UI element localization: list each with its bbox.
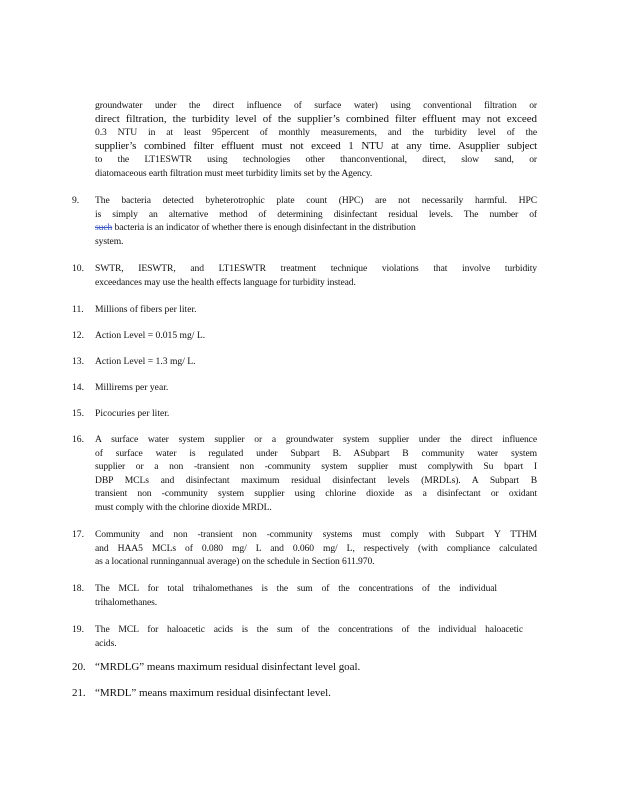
note-number: 21. bbox=[72, 687, 86, 699]
intro-line: 0.3 NTU in at least 95percent of monthly measurements, and the turbidity level of the bbox=[95, 127, 537, 139]
note-line: acids. bbox=[95, 637, 117, 649]
note-18 bbox=[95, 582, 537, 609]
intro-line: diatomaceous earth filtration must meet turbidity limits set by the Agency. bbox=[95, 167, 373, 179]
note-line: A surface water system supplier or a groundwater system supplier under the direct influence bbox=[95, 434, 537, 445]
intro-line: supplier’s combined filter effluent must not exceed 1 NTU at any time. Asupplier subject bbox=[95, 139, 537, 152]
note-number: 9. bbox=[72, 195, 80, 206]
intro-line: to the LT1ESWTR using technologies other thanconventional, direct, slow sand, or bbox=[95, 154, 537, 166]
note-line: and HAA5 MCLs of 0.080 mg/ L and 0.060 mg/ L, respectively (with compliance calculated bbox=[95, 542, 537, 554]
note-line: SWTR, IESWTR, and LT1ESWTR treatment technique violations that involve turbidity bbox=[95, 263, 537, 274]
note-line: as a locational runningannual average) on the schedule in Section 611.970. bbox=[95, 556, 375, 568]
note-number: 18. bbox=[72, 583, 84, 594]
note-15: Picocuries per liter. bbox=[95, 408, 170, 419]
struck-word: such bbox=[95, 222, 113, 234]
note-line: The bacteria detected byheterotrophic plate count (HPC) are not necessarily harmful. HPC bbox=[95, 195, 537, 206]
note-line: of surface water is regulated under Subpart B. ASubpart B community water system bbox=[95, 447, 537, 459]
note-number: 14. bbox=[72, 382, 84, 393]
note-number: 10. bbox=[72, 263, 84, 274]
intro-line: direct filtration, the turbidity level of the supplier’s combined filter effluent may not exceed bbox=[95, 112, 537, 125]
note-14: Millirems per year. bbox=[95, 382, 169, 393]
note-10 bbox=[95, 262, 537, 289]
note-line: is simply an alternative method of determining disinfectant residual levels. The number of bbox=[95, 208, 537, 220]
note-line: supplier or a non -transient non -community system supplier must complywith Su bpart I bbox=[95, 461, 537, 473]
note-line-with-strike bbox=[95, 221, 511, 235]
note-line: exceedances may use the health effects language for turbidity instead. bbox=[95, 276, 356, 288]
note-line: must comply with the chlorine dioxide MRDL. bbox=[95, 501, 272, 513]
note-line: trihalomethanes. bbox=[95, 596, 158, 608]
note-number: 19. bbox=[72, 624, 84, 635]
note-17 bbox=[95, 528, 537, 569]
note-number: 17. bbox=[72, 529, 84, 540]
note-12: Action Level = 0.015 mg/ L. bbox=[95, 330, 206, 341]
note-number: 15. bbox=[72, 408, 84, 419]
note-line: Community and non -transient non -community systems must comply with Subpart Y TTHM bbox=[95, 529, 537, 540]
note-number: 13. bbox=[72, 356, 84, 367]
note-number: 12. bbox=[72, 330, 84, 341]
note-19 bbox=[95, 623, 537, 650]
note-line: DBP MCLs and disinfectant maximum residual disinfectant levels (MRDLs). A Subpart B bbox=[95, 474, 537, 486]
note-number: 20. bbox=[72, 661, 86, 673]
note-number: 16. bbox=[72, 434, 84, 445]
note-line: The MCL for haloacetic acids is the sum of the concentrations of the individual haloacetic bbox=[95, 624, 523, 635]
note-20: “MRDLG” means maximum residual disinfectant level goal. bbox=[95, 661, 361, 673]
note-line: The MCL for total trihalomethanes is the sum of the concentrations of the individual bbox=[95, 583, 497, 594]
note-16 bbox=[95, 433, 537, 515]
note-21: “MRDL” means maximum residual disinfectant level. bbox=[95, 687, 331, 699]
note-13: Action Level = 1.3 mg/ L. bbox=[95, 356, 196, 367]
note-line-text: bacteria is an indicator of whether there is enough disinfectant in the distribution bbox=[114, 222, 416, 234]
note-line: transient non -community system supplier using chlorine dioxide as a disinfectant or oxidant bbox=[95, 488, 537, 500]
intro-line: groundwater under the direct influence of surface water) using conventional filtration or bbox=[95, 100, 537, 111]
intro-paragraph bbox=[95, 99, 537, 181]
note-11: Millions of fibers per liter. bbox=[95, 304, 197, 315]
note-line: system. bbox=[95, 235, 124, 247]
note-9 bbox=[95, 194, 537, 248]
note-number: 11. bbox=[72, 304, 84, 315]
